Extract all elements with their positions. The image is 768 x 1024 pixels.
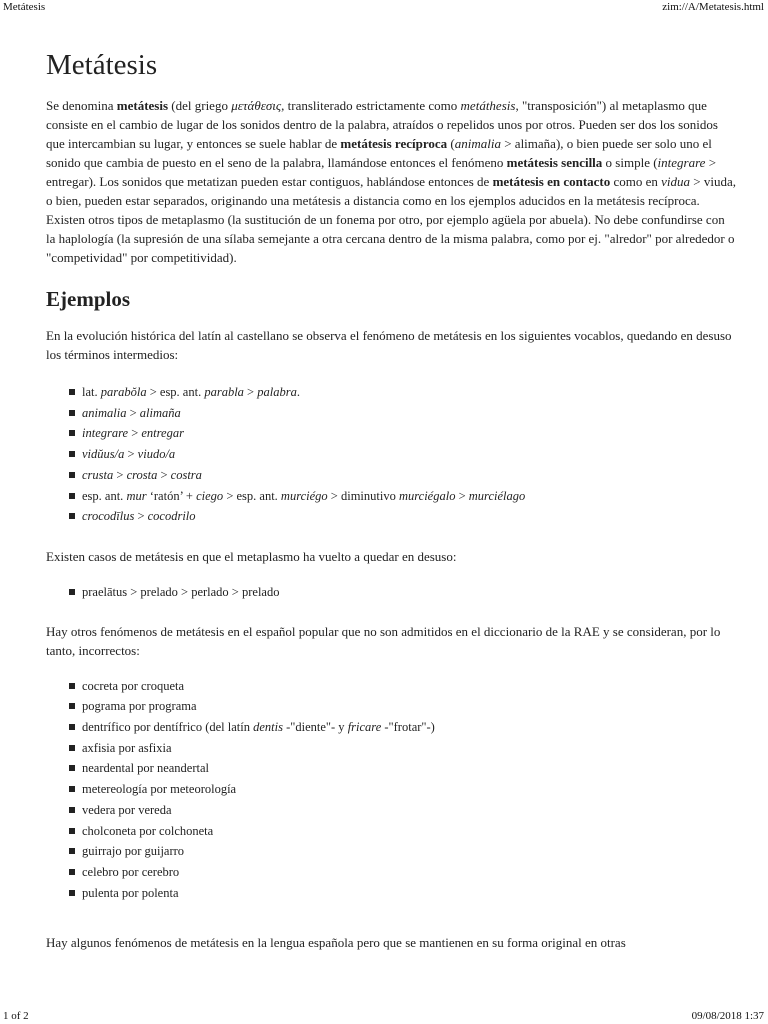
list-item: axfisia por asfixia [69,738,736,759]
page-count: 1 of 2 [3,1010,29,1022]
list-item: guirrajo por guijarro [69,841,736,862]
list-item: vidŭus/a > viudo/a [69,444,736,465]
section-heading-ejemplos: Ejemplos [46,287,130,311]
list-item: crocodīlus > cocodrilo [69,506,736,527]
list-item: cholconeta por colchoneta [69,821,736,842]
page-title: Metátesis [46,49,158,81]
list-item: pulenta por polenta [69,883,736,904]
print-datetime: 09/08/2018 1:37 [691,1010,764,1022]
intro-paragraph: Se denomina metátesis (del griego μετάθεσις, transliterado estrictamente como metáthesis, "transposición") al metaplasmo que consiste en el cambio de lugar de los sonidos dentro de la palabra, atraídos o repelidos unos por otros. Pueden ser dos los sonidos que intercambian su lugar, y entonces se suele hablar de metátesis recíproca (animalia > alimaña), o bien puede ser solo uno el sonido que cambia de puesto en el seno de la palabra, llamándose entonces el fenómeno metátesis sencilla o simple (integrare > entregar). Los sonidos que metatizan pueden estar contiguos, hablándose entonces de metátesis en contacto como en vidua > viuda, o bien, pueden estar separados, originando una metátesis a distancia como en los ejemplos aducidos en la metátesis recíproca. Existen otros tipos de metaplasmo (la sustitución de un fonema por otro, por ejemplo agüela por abuela). No debe confundirse con la haplología (la supresión de una sílaba semejante a otra cercana dentro de la misma palabra, como por ej. "alredor" por alrededor o "competividad" por competitividad). [46,98,737,265]
list-item: lat. parabŏla > esp. ant. parabla > palabra. [69,382,736,403]
list-item: integrare > entregar [69,423,736,444]
list-item: vedera por vereda [69,800,736,821]
evolution-examples-list [46,382,736,527]
print-header-title: Metátesis [3,1,46,13]
print-header-url: zim://A/Metatesis.html [662,1,764,13]
list-item: crusta > crosta > costra [69,465,736,486]
list-item: esp. ant. mur ‘ratón’ + ciego > esp. ant. murciégo > diminutivo murciégalo > murciélago [69,486,736,507]
other-languages-paragraph: Hay algunos fenómenos de metátesis en la lengua española pero que se mantienen en su forma original en otras [46,935,626,951]
list-item: dentrífico por dentífrico (del latín dentis -"diente"- y fricare -"frotar"-) [69,717,736,738]
list-item: neardental por neandertal [69,758,736,779]
list-item: metereología por meteorología [69,779,736,800]
incorrect-forms-paragraph: Hay otros fenómenos de metátesis en el español popular que no son admitidos en el diccionario de la RAE y se consideran, por lo tanto, incorrectos: [46,623,721,658]
greek-term-link[interactable]: μετάθεσις [231,98,282,113]
disuse-paragraph: Existen casos de metátesis en que el metaplasmo ha vuelto a quedar en desuso: [46,548,457,564]
incorrect-forms-list [46,676,736,904]
list-item: cocreta por croqueta [69,676,736,697]
list-item: celebro por cerebro [69,862,736,883]
list-item: praelātus > prelado > perlado > prelado [69,582,736,603]
disuse-examples-list [46,582,736,603]
print-footer [0,1010,768,1024]
ejemplos-intro-paragraph: En la evolución histórica del latín al castellano se observa el fenómeno de metátesis en los siguientes vocablos, quedando en desuso los términos intermedios: [46,328,732,362]
list-item: animalia > alimaña [69,403,736,424]
article [46,44,736,952]
list-item: pograma por programa [69,696,736,717]
print-header [0,0,768,14]
